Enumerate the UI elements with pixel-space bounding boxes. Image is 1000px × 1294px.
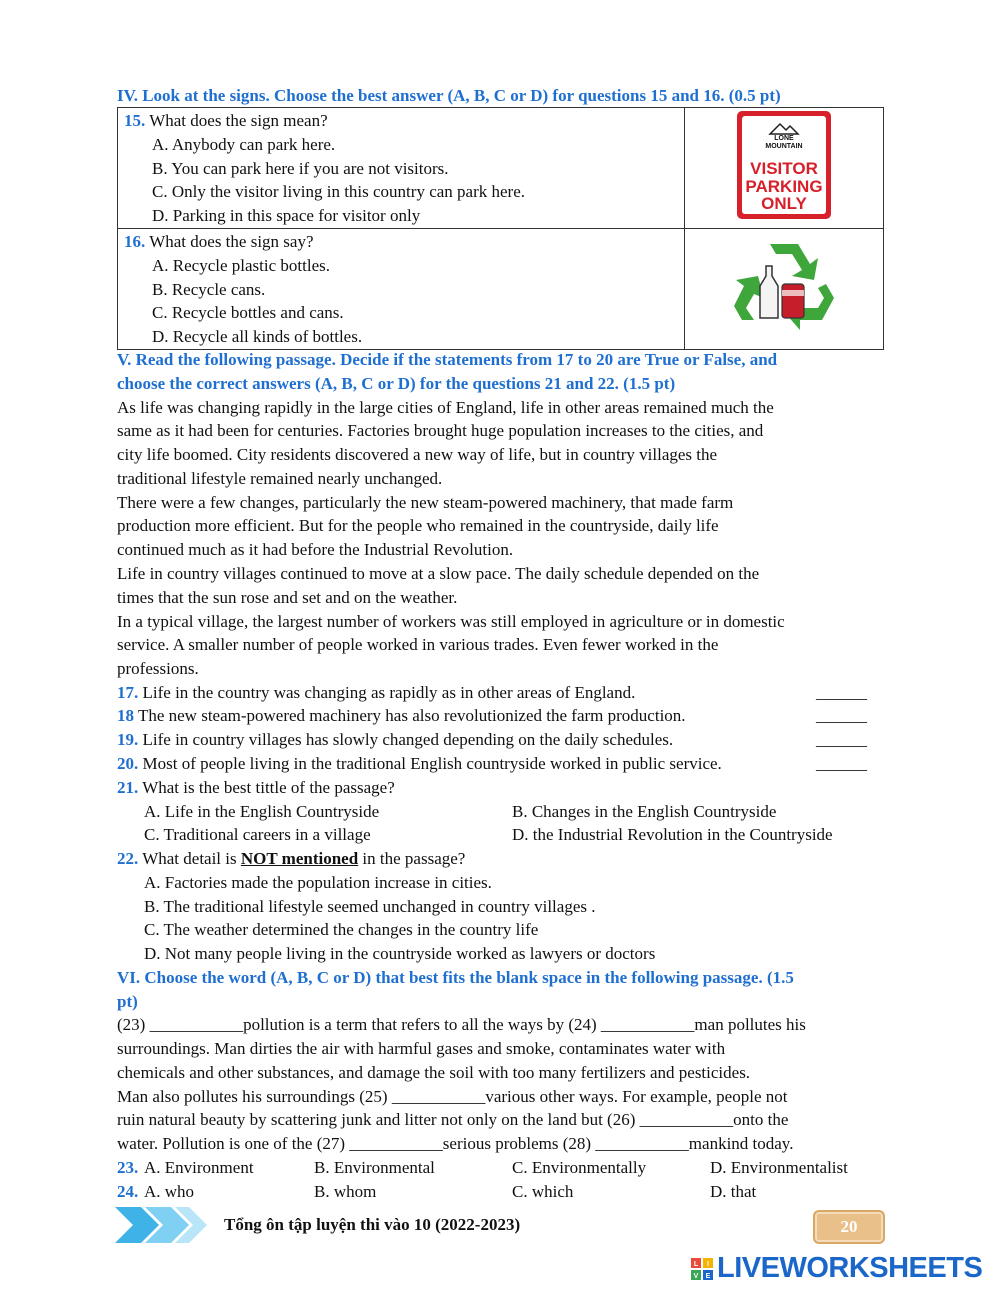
question-text: What is the best tittle of the passage?	[142, 778, 395, 797]
option-22d[interactable]: D. Not many people living in the countryside worked as lawyers or doctors	[144, 944, 656, 963]
table-row	[118, 228, 884, 349]
section-5-heading-line-2: choose the correct answers (A, B, C or D) for the questions 21 and 22. (1.5 pt)	[117, 374, 676, 393]
question-text-pre: What detail is	[142, 849, 237, 868]
option-22a[interactable]: A. Factories made the population increase in cities.	[144, 873, 492, 892]
option-23c[interactable]: C. Environmentally	[512, 1158, 647, 1177]
option-23a[interactable]: A. Environment	[144, 1158, 254, 1177]
question-number: 15.	[124, 111, 146, 130]
question-22	[117, 847, 465, 871]
option-21c[interactable]: C. Traditional careers in a village	[144, 825, 371, 844]
cloze-passage-line: (23) ___________pollution is a term that refers to all the ways by (24) ___________man pollutes his	[117, 1015, 806, 1034]
question-24-number	[117, 1180, 138, 1204]
statement-20	[117, 752, 722, 776]
question-number: 18	[117, 706, 134, 725]
passage-line: traditional lifestyle remained nearly unchanged.	[117, 469, 443, 488]
sign-image-cell	[685, 108, 884, 229]
option-23d[interactable]: D. Environmentalist	[710, 1158, 848, 1177]
question-number: 24.	[117, 1182, 139, 1201]
mark-letter: V	[693, 1273, 699, 1280]
question-23-number	[117, 1156, 138, 1180]
passage-line: same as it had been for centuries. Factories brought huge population increases to the cities, and	[117, 421, 764, 440]
answer-blank-18[interactable]: ______	[816, 706, 867, 725]
passage-line: times that the sun rose and set and on the weather.	[117, 588, 458, 607]
sign-line-2: PARKING	[745, 177, 823, 197]
option-15d[interactable]: D. Parking in this space for visitor only	[152, 206, 421, 226]
table-row	[118, 108, 884, 229]
option-16a[interactable]: A. Recycle plastic bottles.	[152, 255, 330, 275]
sign-brand-bottom: MOUNTAIN	[765, 143, 803, 151]
option-24c[interactable]: C. which	[512, 1182, 574, 1201]
answer-blank-17[interactable]: ______	[816, 683, 867, 702]
option-24a[interactable]: A. who	[144, 1182, 195, 1201]
question-number: 16.	[124, 231, 146, 251]
page-number-badge: 20	[813, 1210, 885, 1244]
option-16c[interactable]: C. Recycle bottles and cans.	[152, 303, 344, 323]
answer-blank-20[interactable]: ______	[816, 754, 867, 773]
statement-19	[117, 728, 673, 752]
question-number: 19.	[117, 730, 139, 749]
question-16-cell	[118, 228, 685, 349]
section-5-heading-line-1: V. Read the following passage. Decide if the statements from 17 to 20 are True or False, and	[117, 350, 778, 369]
statement-text: Most of people living in the traditional English countryside worked in public service.	[142, 754, 722, 773]
statement-text: Life in the country was changing as rapidly as in other areas of England.	[142, 683, 636, 702]
section-6-heading-line-1: VI. Choose the word (A, B, C or D) that best fits the blank space in the following passage. (1.5	[117, 968, 794, 987]
question-15-cell	[118, 108, 685, 229]
recycle-bottle-can-icon	[730, 236, 838, 336]
question-text: What does the sign mean?	[149, 111, 328, 130]
footer-title: Tổng ôn tập luyện thi vào 10 (2022-2023)	[224, 1215, 521, 1234]
question-number: 17.	[117, 683, 139, 702]
section-6-heading-line-2: pt)	[117, 992, 138, 1011]
sign-line-1: VISITOR	[750, 159, 818, 179]
liveworksheets-logo[interactable]: LIVEWORKSHEETS	[717, 1252, 983, 1284]
cloze-passage-line: Man also pollutes his surroundings (25) ___________various other ways. For example, people not	[117, 1087, 788, 1106]
passage-line: professions.	[117, 659, 199, 678]
mark-letter: I	[707, 1261, 709, 1268]
passage-line: production more efficient. But for the people who remained in the countryside, daily life	[117, 516, 719, 535]
statement-18	[117, 704, 686, 728]
option-15a[interactable]: A. Anybody can park here.	[152, 134, 336, 154]
footer-chevron-icon	[115, 1205, 207, 1245]
signs-table	[117, 107, 884, 350]
cloze-passage-line: ruin natural beauty by scattering junk and litter not only on the land but (26) ___________onto the	[117, 1110, 789, 1129]
question-number: 22.	[117, 849, 139, 868]
statement-text: The new steam-powered machinery has also revolutionized the farm production.	[137, 706, 686, 725]
passage-line: continued much as it had before the Industrial Revolution.	[117, 540, 514, 559]
question-emphasis: NOT mentioned	[240, 849, 359, 868]
option-21d[interactable]: D. the Industrial Revolution in the Countryside	[512, 825, 833, 844]
option-15b[interactable]: B. You can park here if you are not visitors.	[152, 158, 449, 178]
sign-brand-top: LONE	[774, 135, 794, 143]
question-text: What does the sign say?	[149, 231, 314, 251]
option-16d[interactable]: D. Recycle all kinds of bottles.	[152, 327, 363, 347]
section-4-heading: IV. Look at the signs. Choose the best answer (A, B, C or D) for questions 15 and 16. (0.5 pt)	[117, 86, 781, 105]
answer-blank-19[interactable]: ______	[816, 730, 867, 749]
option-24d[interactable]: D. that	[710, 1182, 757, 1201]
question-text-post: in the passage?	[362, 849, 466, 868]
question-number: 23.	[117, 1158, 139, 1177]
mark-letter: L	[693, 1261, 699, 1268]
sign-line-3: ONLY	[761, 194, 807, 214]
option-24b[interactable]: B. whom	[314, 1182, 377, 1201]
option-23b[interactable]: B. Environmental	[314, 1158, 435, 1177]
passage-line: Life in country villages continued to move at a slow pace. The daily schedule depended on the	[117, 564, 760, 583]
option-16b[interactable]: B. Recycle cans.	[152, 279, 266, 299]
option-15c[interactable]: C. Only the visitor living in this country can park here.	[152, 182, 525, 202]
passage-line: city life boomed. City residents discovered a new way of life, but in country villages the	[117, 445, 718, 464]
cloze-passage-line: chemicals and other substances, and damage the soil with too many fertilizers and pesticides.	[117, 1063, 751, 1082]
passage-line: There were a few changes, particularly the new steam-powered machinery, that made farm	[117, 493, 734, 512]
statement-text: Life in country villages has slowly changed depending on the daily schedules.	[142, 730, 674, 749]
question-21	[117, 776, 395, 800]
question-number: 20.	[117, 754, 139, 773]
option-21a[interactable]: A. Life in the English Countryside	[144, 802, 380, 821]
cloze-passage-line: surroundings. Man dirties the air with harmful gases and smoke, contaminates water with	[117, 1039, 726, 1058]
passage-line: As life was changing rapidly in the large cities of England, life in other areas remained much the	[117, 398, 774, 417]
question-number: 21.	[117, 778, 139, 797]
cloze-passage-line: water. Pollution is one of the (27) ___________serious problems (28) ___________mankind today.	[117, 1134, 794, 1153]
recycle-image-cell	[685, 228, 884, 349]
liveworksheets-mark-icon	[691, 1258, 713, 1280]
passage-line: In a typical village, the largest number of workers was still employed in agriculture or in domestic	[117, 612, 785, 631]
visitor-parking-sign-icon	[736, 110, 832, 220]
mark-letter: E	[705, 1273, 711, 1280]
passage-line: service. A smaller number of people worked in various trades. Even fewer worked in the	[117, 635, 719, 654]
option-22b[interactable]: B. The traditional lifestyle seemed unchanged in country villages .	[144, 897, 596, 916]
option-21b[interactable]: B. Changes in the English Countryside	[512, 802, 777, 821]
statement-17	[117, 681, 635, 705]
option-22c[interactable]: C. The weather determined the changes in the country life	[144, 920, 539, 939]
